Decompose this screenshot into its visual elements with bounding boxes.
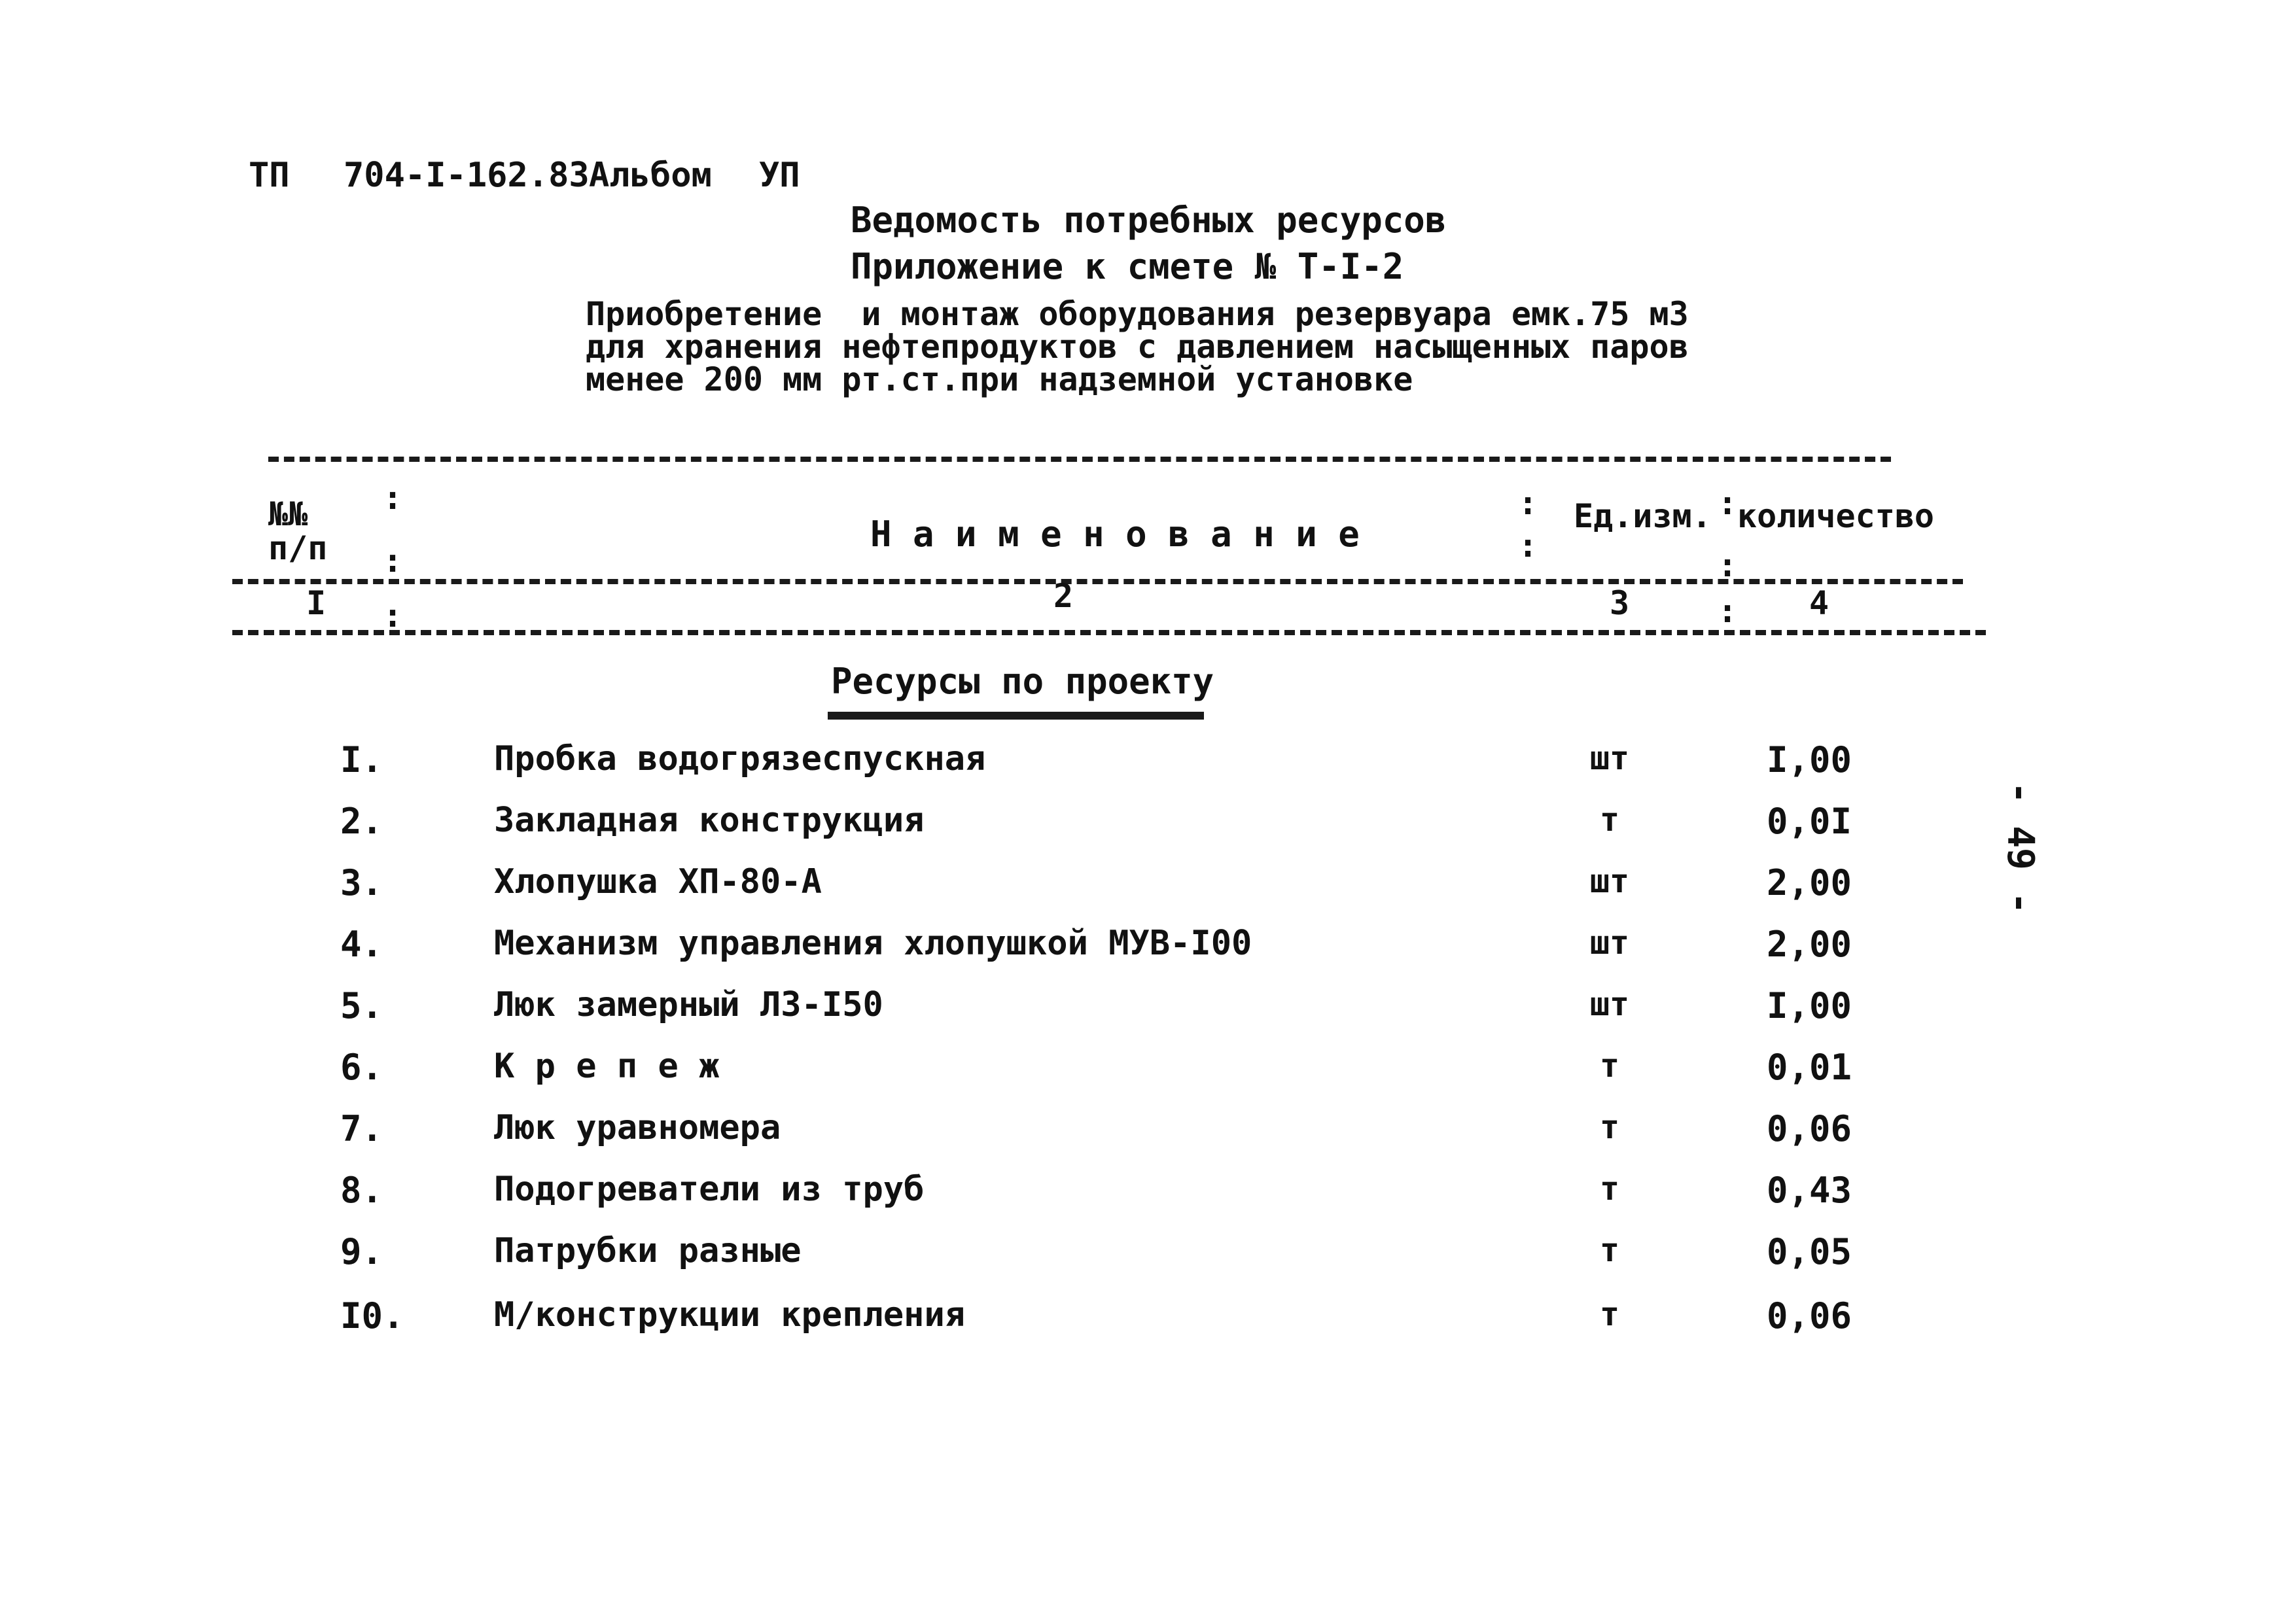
col-header-number: №№ п/п xyxy=(268,495,328,567)
row-name: Механизм управления хлопушкой МУВ-I00 xyxy=(494,924,1252,963)
row-unit: шт xyxy=(1589,862,1630,900)
subject-line-1: Приобретение и монтаж оборудования резервуара емк.75 м3 xyxy=(586,295,1689,333)
row-quantity: 0,43 xyxy=(1767,1170,1852,1211)
col-sep: : xyxy=(1718,546,1738,584)
row-quantity: 0,0I xyxy=(1767,801,1852,842)
row-number: 4. xyxy=(340,924,383,965)
row-unit: т xyxy=(1599,1231,1620,1269)
subject-line-2: для хранения нефтепродуктов с давлением насыщенных паров xyxy=(586,328,1689,366)
row-name: Патрубки разные xyxy=(494,1231,802,1270)
table-row xyxy=(0,1108,2296,1170)
table-row xyxy=(0,1295,2296,1357)
subject-line-3: менее 200 мм рт.ст.при надземной установке xyxy=(586,360,1413,398)
row-unit: шт xyxy=(1589,924,1630,962)
row-number: 2. xyxy=(340,801,383,842)
album-label: Альбом xyxy=(589,156,712,195)
col-sep: : xyxy=(1518,527,1538,565)
row-name: Подогреватели из труб xyxy=(494,1170,925,1209)
table-row xyxy=(0,1231,2296,1293)
col-header-name: Н а и м е н о в а н и е xyxy=(870,514,1360,555)
col-sep: : xyxy=(383,542,403,580)
row-number: 3. xyxy=(340,862,383,903)
table-row xyxy=(0,862,2296,924)
section-title: Ресурсы по проекту xyxy=(831,661,1214,702)
section-title-underline xyxy=(828,712,1204,720)
table-row xyxy=(0,985,2296,1047)
col-header-unit: Ед.изм. xyxy=(1574,497,1712,535)
row-number: 5. xyxy=(340,985,383,1026)
row-name: Люк замерный ЛЗ-I50 xyxy=(494,985,883,1024)
row-unit: шт xyxy=(1589,739,1630,777)
col-sep: : xyxy=(1518,484,1538,522)
row-name: К р е п е ж xyxy=(494,1047,720,1086)
row-number: I0. xyxy=(340,1295,404,1336)
row-number: 7. xyxy=(340,1108,383,1149)
page-number: - 49 - xyxy=(1999,782,2041,915)
col-sep: : xyxy=(1718,484,1738,522)
col-number-1: I xyxy=(306,584,327,622)
row-quantity: 0,06 xyxy=(1767,1108,1852,1149)
row-number: 8. xyxy=(340,1170,383,1211)
table-header-rule xyxy=(232,579,1963,584)
table-row xyxy=(0,1047,2296,1108)
row-quantity: 2,00 xyxy=(1767,924,1852,965)
row-name: М/конструкции крепления xyxy=(494,1295,966,1335)
table-row xyxy=(0,1170,2296,1231)
col-sep: : xyxy=(383,479,403,517)
row-name: Хлопушка ХП-80-А xyxy=(494,862,822,901)
row-name: Люк уравномера xyxy=(494,1108,781,1147)
row-quantity: 2,00 xyxy=(1767,862,1852,903)
row-name: Закладная конструкция xyxy=(494,801,925,840)
col-number-4: 4 xyxy=(1809,584,1829,622)
row-name: Пробка водогрязеспускная xyxy=(494,739,986,778)
row-unit: т xyxy=(1599,1295,1620,1333)
row-number: I. xyxy=(340,739,383,780)
table-row xyxy=(0,739,2296,801)
appendix-title: Приложение к смете № Т-I-2 xyxy=(851,246,1404,287)
row-unit: т xyxy=(1599,1170,1620,1208)
col-number-2: 2 xyxy=(1053,577,1074,615)
table-top-rule xyxy=(268,457,1891,462)
row-unit: т xyxy=(1599,1047,1620,1085)
row-quantity: 0,06 xyxy=(1767,1295,1852,1336)
col-sep: : xyxy=(1718,592,1738,630)
table-row xyxy=(0,924,2296,985)
row-unit: шт xyxy=(1589,985,1630,1023)
row-unit: т xyxy=(1599,801,1620,839)
album-number: УП xyxy=(759,156,800,195)
row-quantity: 0,01 xyxy=(1767,1047,1852,1088)
col-header-quantity: количество xyxy=(1737,497,1935,535)
row-quantity: I,00 xyxy=(1767,739,1852,780)
doc-code: ТП xyxy=(249,156,290,195)
row-unit: т xyxy=(1599,1108,1620,1146)
row-quantity: 0,05 xyxy=(1767,1231,1852,1272)
row-quantity: I,00 xyxy=(1767,985,1852,1026)
col-number-3: 3 xyxy=(1610,584,1630,622)
col-sep: : xyxy=(383,597,403,635)
row-number: 9. xyxy=(340,1231,383,1272)
document-title: Ведомость потребных ресурсов xyxy=(851,200,1447,241)
table-row xyxy=(0,801,2296,862)
row-number: 6. xyxy=(340,1047,383,1088)
table-number-rule xyxy=(232,630,1986,635)
project-number: 704-I-162.83 xyxy=(344,156,590,195)
